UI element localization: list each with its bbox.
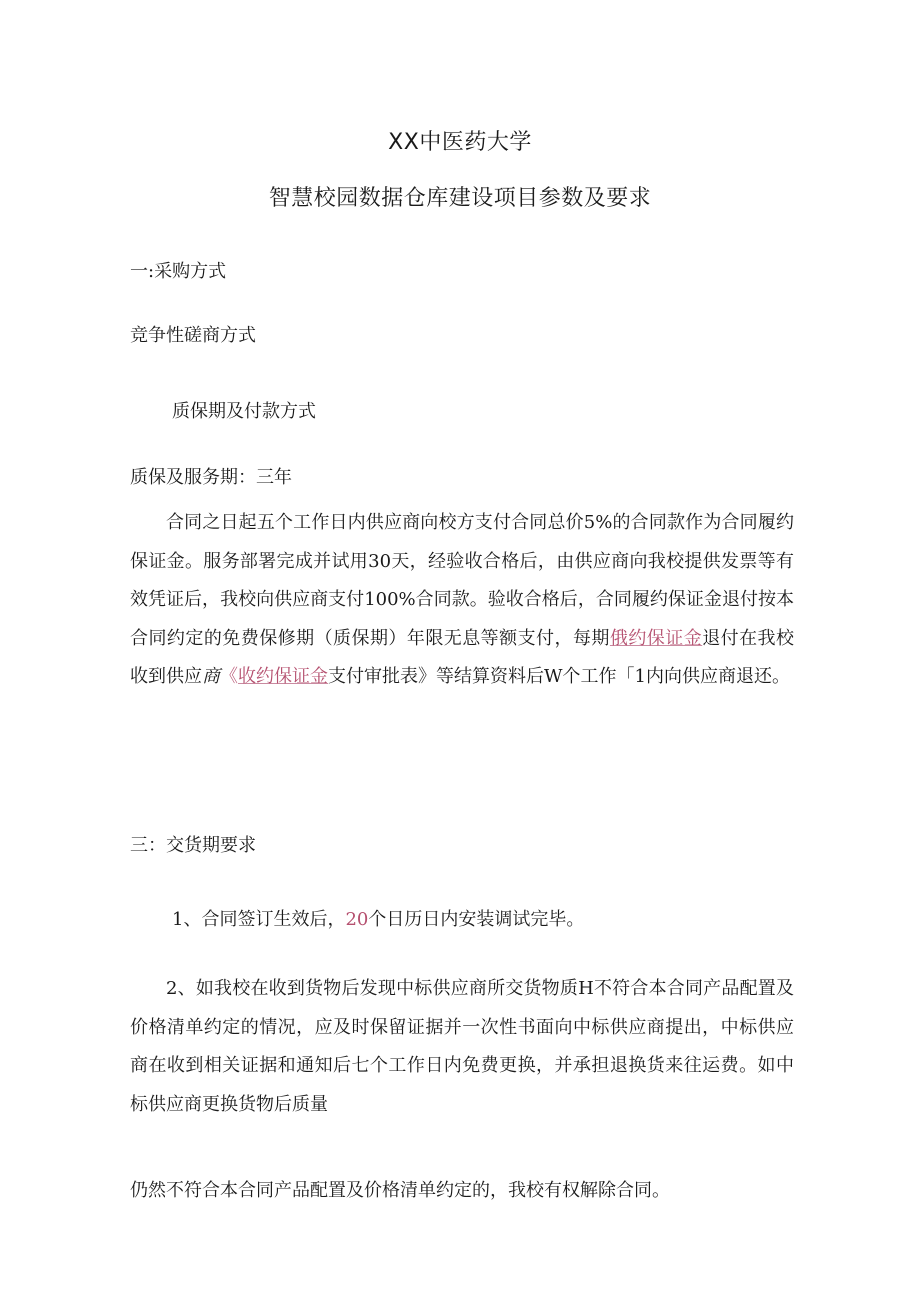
section-1-heading: 一:采购方式 [130, 261, 227, 282]
delivery-item-1-suffix: 个日历日内安装调试完毕。 [368, 909, 585, 930]
deposit-link-2[interactable]: 收约保证金 [238, 666, 328, 687]
warranty-period: 质保及服务期：三年 [130, 467, 292, 488]
delivery-item-1-prefix: 1、合同签订生效后， [172, 909, 346, 930]
payment-text-2: 退付在我校收到供应 [130, 627, 795, 687]
payment-text-4: 支付审批表》等结算资料后W个工作「1内向供应商退还。 [328, 666, 790, 687]
project-title: 智慧校园数据仓库建设项目参数及要求 [268, 186, 652, 211]
section-2-heading: 质保期及付款方式 [172, 401, 316, 422]
delivery-days: 20 [345, 909, 369, 930]
university-title: XX中医药大学 [388, 130, 532, 155]
payment-paragraph [130, 504, 794, 697]
payment-glyph: 商 [202, 666, 220, 687]
deposit-link-1[interactable]: 俄约保证金 [609, 627, 703, 649]
delivery-item-2-tail: 仍然不符合本合同产品配置及价格清单约定的，我校有权解除合同。 [130, 1180, 670, 1201]
section-1-body: 竞争性磋商方式 [130, 325, 256, 346]
payment-text-1: 合同之日起五个工作日内供应商向校方支付合同总价5%的合同款作为合同履约保证金。服务部署完成并试用30天，经验收合格后，由供应商向我校提供发票等有效凭证后，我校向供应商支付100%合同款。验收合格后，合同履约保证金退付按本合同约定的免费保修期（质保期）年限无息等额支付，每期 [130, 512, 794, 649]
delivery-item-1 [172, 905, 584, 931]
delivery-item-2: 2、如我校在收到货物后发现中标供应商所交货物质H不符合本合同产品配置及价格清单约定的情况，应及时保留证据并一次性书面向中标供应商提出，中标供应商在收到相关证据和通知后七个工作日内免费更换，并承担退换货来往运费。如中标供应商更换货物后质量 [130, 978, 794, 1115]
payment-text-3: 《 [220, 666, 238, 687]
section-3-heading: 三：交货期要求 [130, 835, 256, 856]
